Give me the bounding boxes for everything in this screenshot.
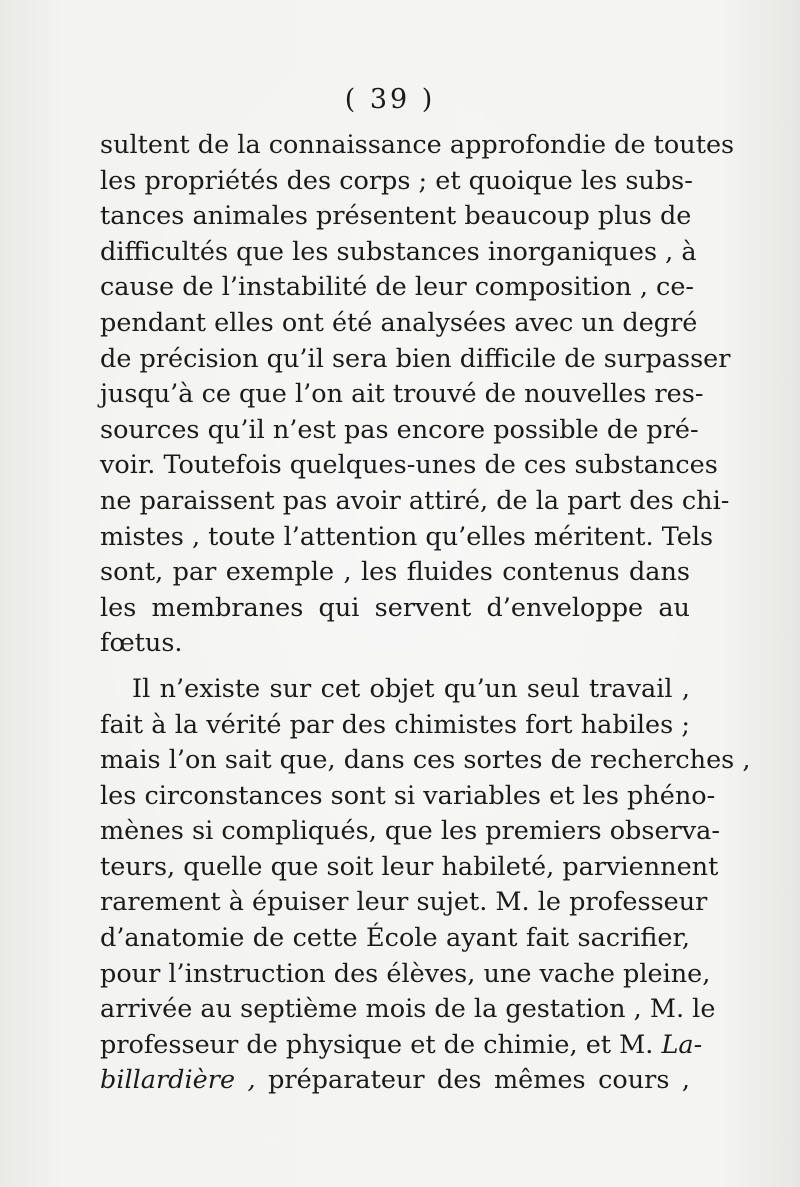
text-line: les circonstances sont si variables et les phéno- <box>100 780 716 811</box>
text-line: sont, par exemple , les fluides contenus dans <box>100 557 690 588</box>
text-line: Il n’existe sur cet objet qu’un seul travail , <box>132 673 690 704</box>
text-line: tances animales présentent beaucoup plus de <box>100 201 692 232</box>
text-line: arrivée au septième mois de la gestation , M. le <box>100 994 716 1025</box>
text-line: cause de l’instabilité de leur composition , ce- <box>100 272 695 303</box>
text-line: pendant elles ont été analysées avec un degré <box>100 307 698 338</box>
text-line: difficultés que les substances inorganiques , à <box>100 236 697 267</box>
text-line: de précision qu’il sera bien difficile de surpasser <box>100 343 731 374</box>
text-line: ne paraissent pas avoir attiré, de la part des chi- <box>100 485 730 516</box>
paragraph-gap <box>100 662 690 672</box>
text-line <box>100 1028 703 1064</box>
text-line <box>100 1063 690 1099</box>
text-line: les propriétés des corps ; et quoique les subs- <box>100 165 693 196</box>
text-line: mènes si compliqués, que les premiers observa- <box>100 816 720 847</box>
text-line: pour l’instruction des élèves, une vache pleine, <box>100 958 711 989</box>
text-line: mistes , toute l’attention qu’elles méritent. Tels <box>100 521 714 552</box>
page-number: ( 39 ) <box>344 84 436 115</box>
text-line: mais l’on sait que, dans ces sortes de recherches , <box>100 745 751 776</box>
text-segment: professeur de physique et de chimie, et M. <box>100 1029 654 1060</box>
paragraph-2 <box>100 672 751 1099</box>
text-line: fœtus. <box>100 628 183 659</box>
text-line: rarement à épuiser leur sujet. M. le professeur <box>100 887 708 918</box>
text-segment: préparateur des mêmes cours , <box>255 1065 690 1096</box>
text-line: sources qu’il n’est pas encore possible de pré- <box>100 414 699 445</box>
text-line: voir. Toutefois quelques-unes de ces substances <box>100 450 718 481</box>
text-line: les membranes qui servent d’enveloppe au <box>100 592 690 623</box>
text-line: sultent de la connaissance approfondie de toutes <box>100 130 735 160</box>
text-line: d’anatomie de cette École ayant fait sacrifier, <box>100 923 690 954</box>
italic-name: La- <box>661 1029 703 1060</box>
text-line: jusqu’à ce que l’on ait trouvé de nouvelles res- <box>100 379 704 410</box>
text-line: fait à la vérité par des chimistes fort habiles ; <box>100 709 690 740</box>
paragraph-1 <box>100 128 735 662</box>
italic-name: billardière , <box>100 1065 256 1096</box>
body-text <box>100 128 751 1099</box>
text-line: teurs, quelle que soit leur habileté, parviennent <box>100 851 719 882</box>
